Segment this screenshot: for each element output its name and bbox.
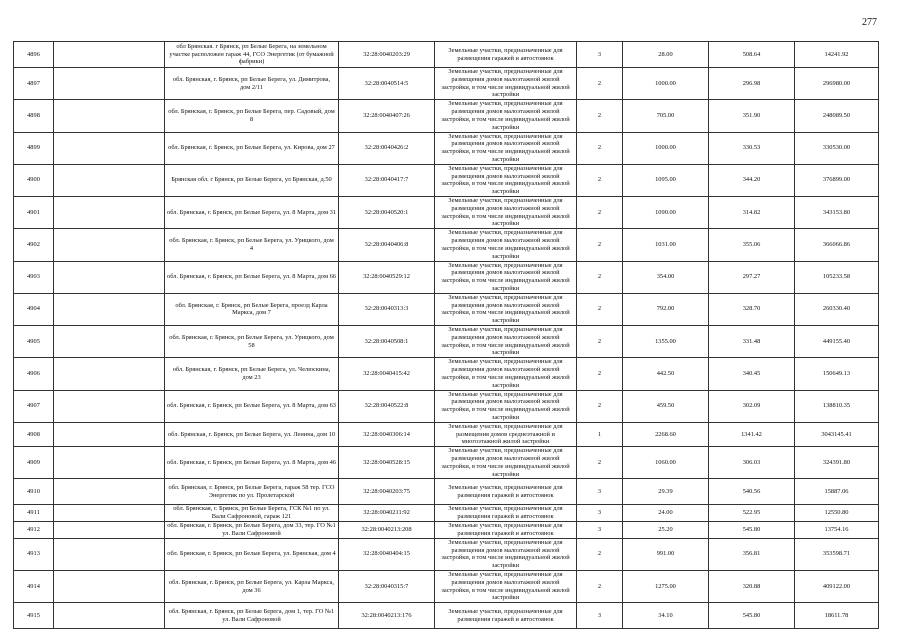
row-number-cell: 4899: [14, 132, 54, 164]
land-use-cell: Земельные участки, предназначенные для размещения гаражей и автостоянок: [435, 603, 577, 629]
table-row: [14, 603, 879, 629]
table-row: [14, 479, 879, 505]
row-number-cell: 4906: [14, 358, 54, 390]
address-cell: обл. Брянская, г. Брянск, рп Белые Берега, ул. Брянская, дом 4: [165, 538, 339, 570]
cadastral-number-cell: 32:28:0040211:92: [339, 505, 435, 522]
area-cell: 354.00: [623, 261, 709, 293]
table-row: [14, 538, 879, 570]
land-use-cell: Земельные участки, предназначенные для размещения домов малоэтажной жилой застройки, в том числе индивидуальной жилой застройки: [435, 390, 577, 422]
cadastral-value-cell: 18611.78: [795, 603, 879, 629]
address-cell: Брянская обл. г Брянск, рп Белые Берега, ул Брянская, д.50: [165, 164, 339, 196]
area-cell: 1355.00: [623, 326, 709, 358]
table-row: [14, 447, 879, 479]
table-row: [14, 164, 879, 196]
blank-cell: [54, 358, 165, 390]
blank-cell: [54, 505, 165, 522]
blank-cell: [54, 197, 165, 229]
land-use-cell: Земельные участки, предназначенные для размещения домов малоэтажной жилой застройки, в том числе индивидуальной жилой застройки: [435, 100, 577, 132]
group-cell: 3: [577, 603, 623, 629]
address-cell: обл. Брянская, г. Брянск, рп Белые Берега, ул. Карла Маркса, дом 36: [165, 570, 339, 602]
area-cell: 1000.00: [623, 132, 709, 164]
cadastral-number-cell: 32:28:0040426:2: [339, 132, 435, 164]
row-number-cell: 4901: [14, 197, 54, 229]
specific-value-cell: 355.06: [709, 229, 795, 261]
cadastral-value-cell: 15887.06: [795, 479, 879, 505]
address-cell: обл. Брянская, г. Брянск, рп Белые Берега, пер. Садовый, дом 8: [165, 100, 339, 132]
specific-value-cell: 540.56: [709, 479, 795, 505]
table-row: [14, 390, 879, 422]
specific-value-cell: 545.80: [709, 522, 795, 539]
table-row: [14, 326, 879, 358]
address-cell: обл. Брянская, г. Брянск, рп Белые Берега, гараж 58 тер. ГСО Энергетик по ул. Пролетарской: [165, 479, 339, 505]
land-use-cell: Земельные участки, предназначенные для размещения домов малоэтажной жилой застройки, в том числе индивидуальной жилой застройки: [435, 197, 577, 229]
cadastral-value-cell: 3043145.41: [795, 422, 879, 446]
table-row: [14, 570, 879, 602]
cadastral-value-cell: 409122.00: [795, 570, 879, 602]
table-row: [14, 293, 879, 325]
land-use-cell: Земельные участки, предназначенные для размещения домов малоэтажной жилой застройки, в том числе индивидуальной жилой застройки: [435, 447, 577, 479]
area-cell: 705.00: [623, 100, 709, 132]
specific-value-cell: 522.95: [709, 505, 795, 522]
land-use-cell: Земельные участки, предназначенные для размещения домов среднеэтажной и многоэтажной жилой застройки: [435, 422, 577, 446]
address-cell: обл. Брянская, г. Брянск, рп Белые Берега, ул. 8 Марта, дом 66: [165, 261, 339, 293]
cadastral-number-cell: 32:28:0040213:208: [339, 522, 435, 539]
group-cell: 2: [577, 570, 623, 602]
blank-cell: [54, 422, 165, 446]
blank-cell: [54, 68, 165, 100]
blank-cell: [54, 390, 165, 422]
blank-cell: [54, 132, 165, 164]
area-cell: 1031.00: [623, 229, 709, 261]
blank-cell: [54, 479, 165, 505]
address-cell: обл Брянская. г Брянск, рп Белые Берега, на земельном участке расположен гараж 44, ГСО Энергетик (от бумажной фабрики): [165, 42, 339, 68]
address-cell: обл. Брянская, г. Брянск, рп Белые Берега, ул. Димитрова, дом 2/11: [165, 68, 339, 100]
specific-value-cell: 340.45: [709, 358, 795, 390]
cadastral-number-cell: 32:28:0040528:15: [339, 447, 435, 479]
row-number-cell: 4909: [14, 447, 54, 479]
cadastral-value-cell: 150649.13: [795, 358, 879, 390]
group-cell: 3: [577, 42, 623, 68]
cadastral-value-cell: 14241.92: [795, 42, 879, 68]
row-number-cell: 4905: [14, 326, 54, 358]
specific-value-cell: 1341.42: [709, 422, 795, 446]
land-use-cell: Земельные участки, предназначенные для размещения гаражей и автостоянок: [435, 505, 577, 522]
row-number-cell: 4903: [14, 261, 54, 293]
area-cell: 24.00: [623, 505, 709, 522]
specific-value-cell: 328.70: [709, 293, 795, 325]
cadastral-value-cell: 366066.86: [795, 229, 879, 261]
group-cell: 2: [577, 229, 623, 261]
address-cell: обл. Брянская, г. Брянск, рп Белые Берега, дом 1, тер. ГО №1 ул. Вали Сафроновой: [165, 603, 339, 629]
blank-cell: [54, 293, 165, 325]
cadastral-value-table: [13, 41, 879, 629]
land-use-cell: Земельные участки, предназначенные для размещения домов малоэтажной жилой застройки, в том числе индивидуальной жилой застройки: [435, 538, 577, 570]
group-cell: 1: [577, 422, 623, 446]
blank-cell: [54, 522, 165, 539]
cadastral-number-cell: 32:28:0040203:75: [339, 479, 435, 505]
specific-value-cell: 297.27: [709, 261, 795, 293]
specific-value-cell: 545.80: [709, 603, 795, 629]
cadastral-number-cell: 32:28:0040406:8: [339, 229, 435, 261]
row-number-cell: 4911: [14, 505, 54, 522]
cadastral-number-cell: 32:28:0040522:8: [339, 390, 435, 422]
group-cell: 2: [577, 197, 623, 229]
blank-cell: [54, 603, 165, 629]
cadastral-number-cell: 32:28:0040315:7: [339, 570, 435, 602]
cadastral-value-cell: 138810.35: [795, 390, 879, 422]
specific-value-cell: 314.82: [709, 197, 795, 229]
land-use-cell: Земельные участки, предназначенные для размещения домов малоэтажной жилой застройки, в том числе индивидуальной жилой застройки: [435, 132, 577, 164]
row-number-cell: 4908: [14, 422, 54, 446]
area-cell: 1060.00: [623, 447, 709, 479]
row-number-cell: 4896: [14, 42, 54, 68]
blank-cell: [54, 326, 165, 358]
row-number-cell: 4912: [14, 522, 54, 539]
cadastral-value-cell: 353598.71: [795, 538, 879, 570]
area-cell: 991.00: [623, 538, 709, 570]
group-cell: 2: [577, 390, 623, 422]
area-cell: 29.39: [623, 479, 709, 505]
cadastral-value-cell: 260330.40: [795, 293, 879, 325]
group-cell: 2: [577, 447, 623, 479]
area-cell: 25.20: [623, 522, 709, 539]
cadastral-value-cell: 296980.00: [795, 68, 879, 100]
table-row: [14, 505, 879, 522]
row-number-cell: 4897: [14, 68, 54, 100]
row-number-cell: 4910: [14, 479, 54, 505]
group-cell: 3: [577, 479, 623, 505]
cadastral-number-cell: 32:28:0040306:14: [339, 422, 435, 446]
address-cell: обл. Брянская, г. Брянск, рп Белые Берега, проезд Карла Маркса, дом 7: [165, 293, 339, 325]
group-cell: 2: [577, 538, 623, 570]
row-number-cell: 4900: [14, 164, 54, 196]
blank-cell: [54, 42, 165, 68]
group-cell: 2: [577, 164, 623, 196]
specific-value-cell: 356.81: [709, 538, 795, 570]
area-cell: 28.00: [623, 42, 709, 68]
row-number-cell: 4913: [14, 538, 54, 570]
address-cell: обл. Брянская, г. Брянск, рп Белые Берега, ул. Урицкого, дом 4: [165, 229, 339, 261]
cadastral-number-cell: 32:28:0040508:1: [339, 326, 435, 358]
table-row: [14, 358, 879, 390]
table-row: [14, 68, 879, 100]
cadastral-value-cell: 12550.80: [795, 505, 879, 522]
specific-value-cell: 344.20: [709, 164, 795, 196]
group-cell: 2: [577, 293, 623, 325]
blank-cell: [54, 261, 165, 293]
group-cell: 2: [577, 68, 623, 100]
area-cell: 34.10: [623, 603, 709, 629]
cadastral-number-cell: 32:28:0040514:5: [339, 68, 435, 100]
specific-value-cell: 296.98: [709, 68, 795, 100]
cadastral-number-cell: 32:28:0040529:12: [339, 261, 435, 293]
area-cell: 459.50: [623, 390, 709, 422]
cadastral-value-cell: 330530.00: [795, 132, 879, 164]
table-row: [14, 229, 879, 261]
table-row: [14, 261, 879, 293]
blank-cell: [54, 538, 165, 570]
table-row: [14, 422, 879, 446]
row-number-cell: 4904: [14, 293, 54, 325]
area-cell: 1275.00: [623, 570, 709, 602]
cadastral-value-cell: 105233.58: [795, 261, 879, 293]
land-use-cell: Земельные участки, предназначенные для размещения домов малоэтажной жилой застройки, в том числе индивидуальной жилой застройки: [435, 293, 577, 325]
group-cell: 2: [577, 326, 623, 358]
land-use-cell: Земельные участки, предназначенные для размещения гаражей и автостоянок: [435, 522, 577, 539]
specific-value-cell: 508.64: [709, 42, 795, 68]
table-row: [14, 100, 879, 132]
table-row: [14, 42, 879, 68]
cadastral-number-cell: 32:28:0040404:15: [339, 538, 435, 570]
address-cell: обл. Брянская, г. Брянск, рп Белые Берега, ул. 8 Марта, дом 46: [165, 447, 339, 479]
address-cell: обл. Брянская, г. Брянск, рп Белые Берега, ул. 8 Марта, дом 31: [165, 197, 339, 229]
specific-value-cell: 320.88: [709, 570, 795, 602]
cadastral-number-cell: 32:28:0040313:3: [339, 293, 435, 325]
land-use-cell: Земельные участки, предназначенные для размещения домов малоэтажной жилой застройки, в том числе индивидуальной жилой застройки: [435, 358, 577, 390]
land-use-cell: Земельные участки, предназначенные для размещения гаражей и автостоянок: [435, 42, 577, 68]
row-number-cell: 4898: [14, 100, 54, 132]
land-use-cell: Земельные участки, предназначенные для размещения домов малоэтажной жилой застройки, в том числе индивидуальной жилой застройки: [435, 164, 577, 196]
area-cell: 1095.00: [623, 164, 709, 196]
address-cell: обл. Брянская, г. Брянск, рп Белые Берега, ул. 8 Марта, дом 63: [165, 390, 339, 422]
blank-cell: [54, 570, 165, 602]
address-cell: обл. Брянская, г. Брянск, рп Белые Берега, ул. Кирова, дом 27: [165, 132, 339, 164]
specific-value-cell: 330.53: [709, 132, 795, 164]
table-row: [14, 197, 879, 229]
blank-cell: [54, 100, 165, 132]
land-use-cell: Земельные участки, предназначенные для размещения домов малоэтажной жилой застройки, в том числе индивидуальной жилой застройки: [435, 570, 577, 602]
group-cell: 2: [577, 132, 623, 164]
land-use-cell: Земельные участки, предназначенные для размещения гаражей и автостоянок: [435, 479, 577, 505]
blank-cell: [54, 447, 165, 479]
cadastral-value-cell: 449155.40: [795, 326, 879, 358]
land-use-cell: Земельные участки, предназначенные для размещения домов малоэтажной жилой застройки, в том числе индивидуальной жилой застройки: [435, 261, 577, 293]
cadastral-number-cell: 32:28:0040520:1: [339, 197, 435, 229]
area-cell: 1090.00: [623, 197, 709, 229]
land-use-cell: Земельные участки, предназначенные для размещения домов малоэтажной жилой застройки, в том числе индивидуальной жилой застройки: [435, 326, 577, 358]
table-body: [14, 42, 879, 629]
group-cell: 2: [577, 261, 623, 293]
cadastral-value-cell: 343153.80: [795, 197, 879, 229]
cadastral-value-cell: 248089.50: [795, 100, 879, 132]
group-cell: 2: [577, 358, 623, 390]
cadastral-number-cell: 32:28:0040213:176: [339, 603, 435, 629]
address-cell: обл. Брянская, г. Брянск, рп Белые Берега, ГСК №1 по ул. Вали Сафроновой, гараж 121: [165, 505, 339, 522]
group-cell: 3: [577, 505, 623, 522]
table-row: [14, 522, 879, 539]
table-row: [14, 132, 879, 164]
row-number-cell: 4907: [14, 390, 54, 422]
area-cell: 1000.00: [623, 68, 709, 100]
land-use-cell: Земельные участки, предназначенные для размещения домов малоэтажной жилой застройки, в том числе индивидуальной жилой застройки: [435, 229, 577, 261]
address-cell: обл. Брянская, г. Брянск, рп Белые Берега, ул. Урицкого, дом 58: [165, 326, 339, 358]
cadastral-value-cell: 324391.80: [795, 447, 879, 479]
page-number: 277: [862, 17, 877, 28]
cadastral-number-cell: 32:28:0040417:7: [339, 164, 435, 196]
row-number-cell: 4902: [14, 229, 54, 261]
row-number-cell: 4915: [14, 603, 54, 629]
area-cell: 442.50: [623, 358, 709, 390]
area-cell: 2268.60: [623, 422, 709, 446]
cadastral-value-cell: 376899.00: [795, 164, 879, 196]
cadastral-number-cell: 32:28:0040203:29: [339, 42, 435, 68]
group-cell: 2: [577, 100, 623, 132]
cadastral-number-cell: 32:28:0040407:26: [339, 100, 435, 132]
address-cell: обл. Брянская, г. Брянск, рп Белые Берега, дом 33, тер. ГО №1 ул. Вали Сафроновой: [165, 522, 339, 539]
specific-value-cell: 331.48: [709, 326, 795, 358]
blank-cell: [54, 164, 165, 196]
address-cell: обл. Брянская, г. Брянск, рп Белые Берега, ул. Ленина, дом 10: [165, 422, 339, 446]
cadastral-value-cell: 13754.16: [795, 522, 879, 539]
land-use-cell: Земельные участки, предназначенные для размещения домов малоэтажной жилой застройки, в том числе индивидуальной жилой застройки: [435, 68, 577, 100]
specific-value-cell: 302.09: [709, 390, 795, 422]
specific-value-cell: 351.90: [709, 100, 795, 132]
row-number-cell: 4914: [14, 570, 54, 602]
group-cell: 3: [577, 522, 623, 539]
address-cell: обл. Брянская, г. Брянск, рп Белые Берега, ул. Челюскина, дом 23: [165, 358, 339, 390]
area-cell: 792.00: [623, 293, 709, 325]
cadastral-number-cell: 32:28:0040415:42: [339, 358, 435, 390]
specific-value-cell: 306.03: [709, 447, 795, 479]
blank-cell: [54, 229, 165, 261]
